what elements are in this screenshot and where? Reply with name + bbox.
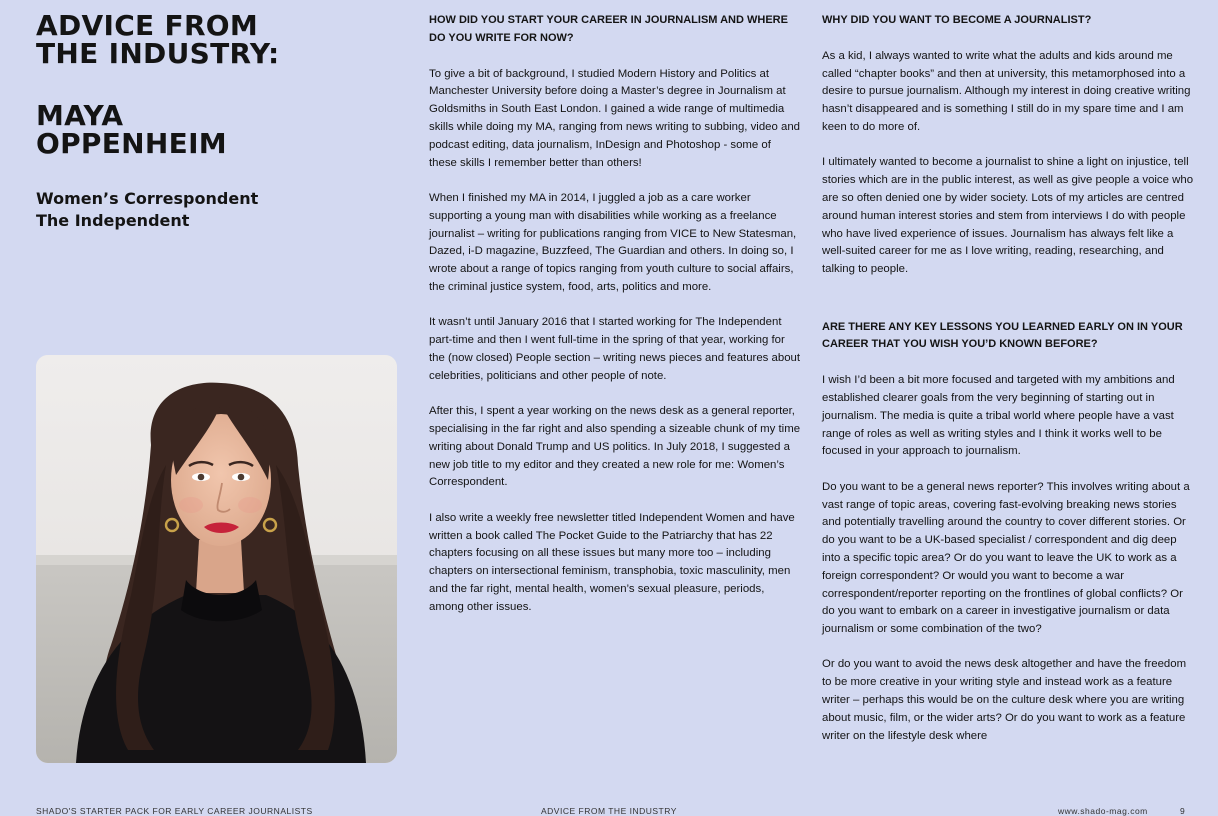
- footer-page-number: 9: [1180, 806, 1186, 816]
- role-line-2: The Independent: [36, 211, 190, 230]
- paragraph: I ultimately wanted to become a journalist to shine a light on injustice, tell stories which are in the public interest, as well as give people a voice who are so often denied one by wider society. Lots of my articles are centred around human interest stories and stem from interviews I do with people who have lived experience of issues. Journalism has always felt like a well-suited career for me as I love writing, reading, researching, and talking to people.: [822, 156, 1194, 276]
- section-gap: [822, 297, 1194, 319]
- kicker-line-1: ADVICE FROM: [36, 9, 259, 42]
- paragraph: Do you want to be a general news reporter? This involves writing about a vast range of topic areas, covering fast-evolving breaking news stories and potentially travelling around the country to cover different stories. Or do you want to be a UK-based specialist / correspondent and dig deep into a specific topic area? Or do you want to leave the UK to work as a foreign correspondent? Or would you want to become a war correspondent/reporter reporting on the frontlines of global conflicts? Or do you want to embark on a career in investigative journalism or data journalism or some combination of the two?: [822, 480, 1190, 636]
- article-column-2: [822, 12, 1194, 763]
- role-line-1: Women’s Correspondent: [36, 189, 259, 208]
- paragraph: It wasn’t until January 2016 that I started working for The Independent part-time and then I went full-time in the spring of that year, working for the (now closed) People section – writing news pieces and features about celebrities, politicians and other people of note.: [429, 316, 801, 382]
- footer-website[interactable]: www.shado-mag.com: [1058, 806, 1148, 816]
- paragraph: I also write a weekly free newsletter titled Independent Women and have written a book called The Pocket Guide to the Patriarchy that has 22 chapters focusing on all these issues but many more too – including chapters on intersectional feminism, transphobia, toxic masculinity, men and the far right, mental health, women’s sexual pleasure, periods, among other issues.: [429, 511, 795, 613]
- interviewee-role: [36, 188, 406, 232]
- paragraph: As a kid, I always wanted to write what the adults and kids around me called “chapter books” and then at university, this metamorphosed into a desire to pursue journalism. Although my interest in doing creative writing hasn’t disappeared and is something I still do in my spare time and I am keen to do more of.: [822, 49, 1191, 133]
- kicker-line-2: THE INDUSTRY:: [36, 37, 280, 70]
- paragraph: Or do you want to avoid the news desk altogether and have the freedom to be more creative in your writing style and instead work as a feature writer – perhaps this would be on the culture desk where you are writing about music, film, or the wider arts? Or do you want to work as a feature writer on the lifestyle desk where: [822, 658, 1187, 742]
- name-line-1: MAYA: [36, 99, 124, 132]
- interviewee-name: [36, 99, 406, 160]
- footer-publication: SHADO'S STARTER PACK FOR EARLY CAREER JOURNALISTS: [36, 806, 313, 816]
- question-start-career: HOW DID YOU START YOUR CAREER IN JOURNALISM AND WHERE DO YOU WRITE FOR NOW?: [429, 14, 788, 44]
- article-column-1: [429, 12, 801, 634]
- footer-section: ADVICE FROM THE INDUSTRY: [541, 806, 677, 816]
- section-kicker: [36, 9, 406, 70]
- portrait-illustration: [36, 355, 397, 763]
- paragraph: I wish I’d been a bit more focused and targeted with my ambitions and established clearer goals from the very beginning of starting out in journalism. The media is quite a tribal world where people have a vast range of roles as well as writing styles and I think it works well to be focused in your approach to journalism.: [822, 374, 1175, 458]
- paragraph: When I finished my MA in 2014, I juggled a job as a care worker supporting a young man with disabilities while working as a freelance journalist – writing for publications ranging from VICE to New Statesman, Dazed, i-D magazine, Buzzfeed, The Guardian and others. In doing so, I wrote about a range of topics ranging from youth culture to social affairs, the criminal justice system, food, arts, politics and more.: [429, 191, 797, 293]
- paragraph: To give a bit of background, I studied Modern History and Politics at Manchester University before doing a Master’s degree in Journalism at Goldsmiths in South East London. I gained a wide range of multimedia skills while doing my MA, ranging from news writing to subbing, video and podcast editing, data journalism, InDesign and Photoshop - some of these skills I remember better than others!: [429, 67, 801, 169]
- paragraph: After this, I spent a year working on the news desk as a general reporter, specialising in the far right and also spending a sizeable chunk of my time writing about Donald Trump and US politics. In July 2018, I suggested a new job title to my editor and they created a new role for me: Women’s Correspondent.: [429, 405, 801, 489]
- question-key-lessons: ARE THERE ANY KEY LESSONS YOU LEARNED EARLY ON IN YOUR CAREER THAT YOU WISH YOU’D KNOWN BEFORE?: [822, 320, 1183, 351]
- portrait-photo: [36, 355, 397, 763]
- question-why-journalist: WHY DID YOU WANT TO BECOME A JOURNALIST?: [822, 14, 1092, 26]
- name-line-2: OPPENHEIM: [36, 127, 227, 160]
- header-block: [36, 9, 406, 232]
